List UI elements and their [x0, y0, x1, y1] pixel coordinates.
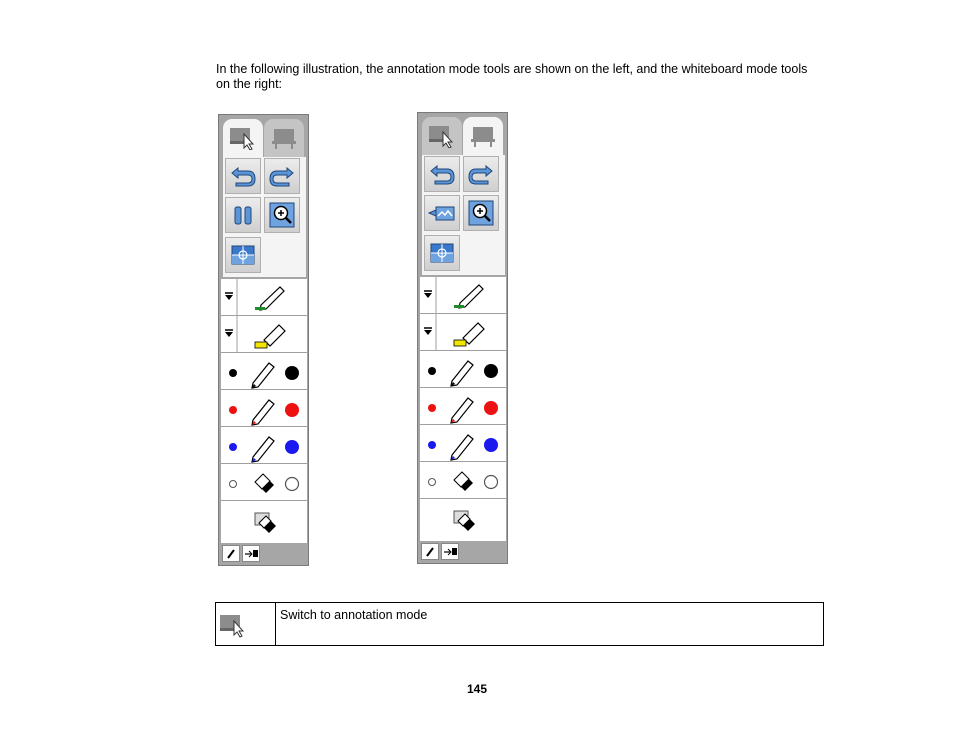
annotation-mode-icon: [229, 126, 257, 150]
redo-icon: [467, 160, 495, 188]
drawing-tools: [221, 279, 307, 543]
legend-table: [215, 602, 824, 646]
redo-button[interactable]: [463, 156, 499, 192]
pen-settings-button[interactable]: [222, 545, 240, 562]
redo-icon: [268, 162, 296, 190]
tool-row-black-pen[interactable]: [221, 353, 307, 390]
exit-button[interactable]: [441, 543, 459, 560]
pen-icon: [422, 544, 438, 559]
zoom-icon: [268, 201, 296, 229]
zoom-button[interactable]: [463, 195, 499, 231]
eraser-icon: [420, 462, 506, 499]
yellow-highlighter-icon: [221, 316, 307, 353]
whiteboard-toolbar: [417, 112, 508, 564]
capture-icon: [428, 199, 456, 227]
whiteboard-mode-icon: [469, 124, 497, 148]
redo-button[interactable]: [264, 158, 300, 194]
show-full-screen-button[interactable]: [424, 235, 460, 271]
show-full-screen-button[interactable]: [225, 237, 261, 273]
page-number: 145: [466, 682, 488, 696]
zoom-icon: [467, 199, 495, 227]
crosshair-screen-icon: [428, 239, 456, 267]
tool-row-black-pen[interactable]: [420, 351, 506, 388]
tool-row-eraser[interactable]: [420, 462, 506, 499]
zoom-button[interactable]: [264, 197, 300, 233]
exit-icon: [243, 546, 261, 561]
tool-row-yellow-highlighter[interactable]: [221, 316, 307, 353]
annotation-mode-icon: [219, 613, 247, 639]
eraser-icon: [221, 464, 307, 501]
undo-icon: [229, 162, 257, 190]
tool-row-green-highlighter[interactable]: [420, 277, 506, 314]
annotation-mode-icon: [428, 124, 456, 148]
blue-pen-icon: [221, 427, 307, 464]
toolbar-footer: [221, 543, 307, 565]
intro-paragraph: In the following illustration, the annotation mode tools are shown on the left, and the whiteboard mode tools on the right:: [216, 62, 808, 91]
toolbar-footer: [420, 541, 506, 563]
tool-row-green-highlighter[interactable]: [221, 279, 307, 316]
tab-annotation-mode[interactable]: [223, 119, 263, 157]
tab-annotation-mode[interactable]: [422, 117, 462, 155]
tool-row-clear-screen[interactable]: [420, 499, 506, 536]
red-pen-icon: [221, 390, 307, 427]
command-buttons: [223, 157, 306, 277]
whiteboard-mode-icon: [270, 126, 298, 150]
tool-row-blue-pen[interactable]: [420, 425, 506, 462]
drawing-tools: [420, 277, 506, 541]
green-highlighter-icon: [420, 277, 506, 314]
tool-row-clear-screen[interactable]: [221, 501, 307, 538]
tab-whiteboard-mode[interactable]: [463, 117, 503, 155]
tool-row-blue-pen[interactable]: [221, 427, 307, 464]
black-pen-icon: [420, 351, 506, 388]
tool-row-red-pen[interactable]: [420, 388, 506, 425]
green-highlighter-icon: [221, 279, 307, 316]
pause-icon: [229, 201, 257, 229]
pen-settings-button[interactable]: [421, 543, 439, 560]
tool-row-red-pen[interactable]: [221, 390, 307, 427]
annotation-toolbar: [218, 114, 309, 566]
yellow-highlighter-icon: [420, 314, 506, 351]
tab-whiteboard-mode[interactable]: [264, 119, 304, 157]
crosshair-screen-icon: [229, 241, 257, 269]
clear-screen-icon: [420, 499, 506, 539]
tool-row-eraser[interactable]: [221, 464, 307, 501]
undo-button[interactable]: [424, 156, 460, 192]
undo-button[interactable]: [225, 158, 261, 194]
capture-button[interactable]: [424, 195, 460, 231]
undo-icon: [428, 160, 456, 188]
clear-screen-icon: [221, 501, 307, 541]
blue-pen-icon: [420, 425, 506, 462]
legend-description: Switch to annotation mode: [280, 608, 428, 622]
tool-row-yellow-highlighter[interactable]: [420, 314, 506, 351]
pen-icon: [223, 546, 239, 561]
exit-icon: [442, 544, 460, 559]
black-pen-icon: [221, 353, 307, 390]
red-pen-icon: [420, 388, 506, 425]
legend-icon-cell: [216, 603, 276, 645]
pause-button[interactable]: [225, 197, 261, 233]
command-buttons: [422, 155, 505, 275]
exit-button[interactable]: [242, 545, 260, 562]
